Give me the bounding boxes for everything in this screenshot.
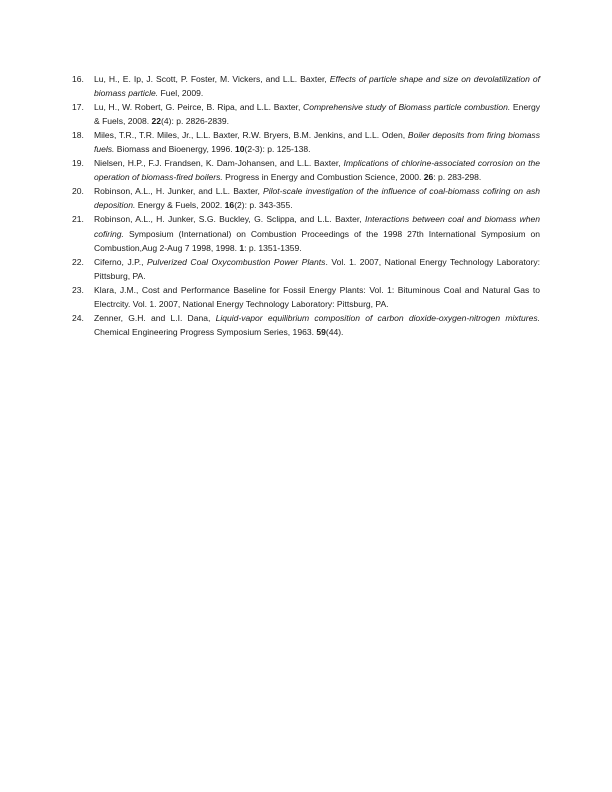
reference-segment: Zenner, G.H. and L.I. Dana, [94,312,216,323]
reference-text [94,156,540,184]
reference-segment: Nielsen, H.P., F.J. Frandsen, K. Dam-Johansen, and L.L. Baxter, [94,158,344,169]
reference-entry [72,128,540,156]
reference-volume: 16 [224,200,235,211]
reference-segment: Robinson, A.L., H. Junker, and L.L. Baxter, [94,186,263,197]
reference-number: 16. [72,74,84,84]
reference-number: 20. [72,186,84,197]
reference-title: Boiler deposits from firing biomass fuels. [94,130,540,155]
reference-number: 17. [72,102,84,113]
reference-segment: Energy & Fuels, 2008. [94,102,540,127]
reference-segment: Fuel, 2009. [158,88,204,99]
reference-segment: Progress in Energy and Combustion Science, 2000. [222,172,424,183]
reference-number: 19. [72,158,84,169]
reference-title: Effects of particle shape and size on devolatilization of biomass particle. [94,74,540,99]
reference-text [94,184,540,212]
reference-text [94,255,540,283]
reference-title: Implications of chlorine-associated corrosion on the operation of biomass-fired boilers. [94,158,540,183]
reference-segment: : p. 283-298. [433,172,482,183]
reference-number: 22. [72,256,84,267]
reference-entry [72,100,540,128]
reference-number: 21. [72,214,84,225]
reference-entry [72,212,540,254]
reference-segment: (2): p. 343-355. [234,200,293,211]
reference-entry [72,184,540,212]
reference-entry [72,255,540,283]
reference-segment: Symposium (International) on Combustion Proceedings of the 1998 27th International Symposium on Combustion,Aug 2-Aug 7 1998, 1998. [94,228,540,253]
reference-segment: Ciferno, J.P., [94,256,147,267]
reference-volume: 22 [151,116,162,127]
reference-text [94,72,540,100]
reference-volume: 1 [239,242,245,253]
reference-volume: 10 [234,144,245,155]
reference-segment: . Vol. 1. 2007, National Energy Technology Laboratory: Pittsburg, PA. [94,256,540,281]
reference-text [94,128,540,156]
reference-segment: Miles, T.R., T.R. Miles, Jr., L.L. Baxter, R.W. Bryers, B.M. Jenkins, and L.L. Oden, [94,130,408,141]
reference-segment: (4): p. 2826-2839. [161,116,229,127]
reference-text [94,283,540,311]
reference-volume: 59 [316,326,326,337]
reference-number: 24. [72,312,84,323]
reference-text [94,212,540,254]
reference-segment: Energy & Fuels, 2002. [135,200,225,211]
reference-entry [72,311,540,339]
reference-volume: 26 [423,172,434,183]
reference-title: Liquid-vapor equilibrium composition of carbon dioxide-oxygen-nitrogen mixtures. [215,312,540,323]
reference-segment: Robinson, A.L., H. Junker, S.G. Buckley, G. Sclippa, and L.L. Baxter, [94,214,365,225]
reference-number: 23. [72,284,84,295]
reference-title: Interactions between coal and biomass when cofiring. [94,214,540,239]
reference-entry [72,283,540,311]
reference-text [94,311,540,339]
reference-number: 18. [72,130,84,141]
reference-segment: Biomass and Bioenergy, 1996. [114,144,235,155]
reference-title: Comprehensive study of Biomass particle combustion. [303,102,511,113]
reference-segment: (2-3): p. 125-138. [244,144,311,155]
reference-list [72,72,540,339]
reference-segment: Chemical Engineering Progress Symposium Series, 1963. [94,326,317,337]
reference-segment: Lu, H., W. Robert, G. Peirce, B. Ripa, and L.L. Baxter, [94,102,304,113]
reference-segment: Lu, H., E. Ip, J. Scott, P. Foster, M. Vickers, and L.L. Baxter, [94,74,330,84]
reference-segment: : p. 1351-1359. [244,242,302,253]
reference-entry [72,156,540,184]
reference-segment: Klara, J.M., Cost and Performance Baseline for Fossil Energy Plants: Vol. 1: Bituminous Coal and Natural Gas to Electrcity. Vol. 1. 2007, National Energy Technology Laboratory: Pittsburg, PA. [94,284,540,309]
reference-segment: (44). [325,326,344,337]
reference-text [94,100,540,128]
reference-title: Pulverized Coal Oxycombustion Power Plants [146,256,326,267]
reference-entry [72,72,540,100]
reference-title: Pilot-scale investigation of the influence of coal-biomass cofiring on ash deposition. [94,186,540,211]
